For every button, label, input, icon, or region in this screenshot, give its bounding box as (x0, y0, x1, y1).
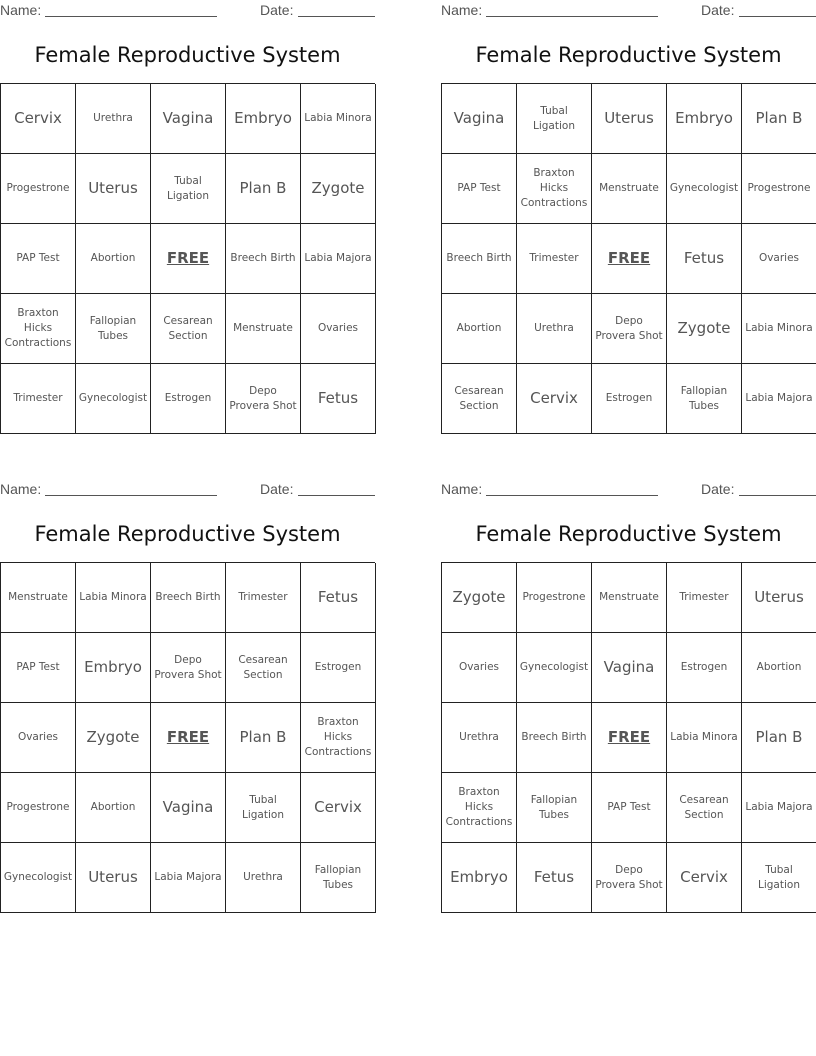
bingo-cell: Cesarean Section (442, 364, 517, 434)
card-header (0, 481, 375, 499)
date-label: Date: (260, 2, 294, 18)
bingo-cell: Zygote (667, 294, 742, 364)
bingo-cell: Urethra (517, 294, 592, 364)
bingo-cell: Gynecologist (1, 843, 76, 913)
bingo-cell: Zygote (442, 563, 517, 633)
bingo-cell: Estrogen (592, 364, 667, 434)
bingo-cell: Depo Provera Shot (592, 843, 667, 913)
bingo-cell: Menstruate (1, 563, 76, 633)
date-line (739, 16, 816, 17)
bingo-cell: Tubal Ligation (742, 843, 816, 913)
bingo-cell: Fetus (301, 563, 376, 633)
bingo-cell: Gynecologist (667, 154, 742, 224)
bingo-cell: Braxton Hicks Contractions (517, 154, 592, 224)
date-label: Date: (701, 481, 735, 497)
free-space-cell: FREE (151, 224, 226, 294)
bingo-cell: Fallopian Tubes (517, 773, 592, 843)
bingo-cell: Breech Birth (517, 703, 592, 773)
bingo-cell: Breech Birth (226, 224, 301, 294)
bingo-cell: Menstruate (226, 294, 301, 364)
name-label: Name: (0, 481, 42, 497)
bingo-cell: Braxton Hicks Contractions (442, 773, 517, 843)
bingo-cell: Fallopian Tubes (76, 294, 151, 364)
card-header (0, 2, 375, 20)
bingo-cell: Labia Majora (301, 224, 376, 294)
bingo-cell: Zygote (301, 154, 376, 224)
bingo-cell: Tubal Ligation (226, 773, 301, 843)
bingo-cell: Labia Minora (301, 84, 376, 154)
bingo-cell: Labia Majora (151, 843, 226, 913)
name-label: Name: (0, 2, 42, 18)
bingo-cell: Plan B (226, 703, 301, 773)
bingo-cell: Embryo (76, 633, 151, 703)
bingo-cell: Embryo (442, 843, 517, 913)
bingo-cell: Labia Minora (742, 294, 816, 364)
bingo-cell: Ovaries (1, 703, 76, 773)
name-label: Name: (441, 481, 483, 497)
date-line (739, 495, 816, 496)
name-label: Name: (441, 2, 483, 18)
bingo-cell: Uterus (76, 843, 151, 913)
bingo-grid (441, 83, 816, 434)
bingo-cell: Progestrone (517, 563, 592, 633)
bingo-cell: Ovaries (301, 294, 376, 364)
bingo-cell: Zygote (76, 703, 151, 773)
bingo-cell: Fallopian Tubes (301, 843, 376, 913)
bingo-cell: Abortion (442, 294, 517, 364)
bingo-cell: Breech Birth (151, 563, 226, 633)
bingo-cell: Menstruate (592, 154, 667, 224)
bingo-cell: Estrogen (301, 633, 376, 703)
bingo-grid (0, 83, 375, 434)
bingo-cell: Vagina (151, 773, 226, 843)
bingo-cell: Trimester (667, 563, 742, 633)
bingo-cell: Abortion (76, 224, 151, 294)
bingo-cell: Estrogen (667, 633, 742, 703)
card-title: Female Reproductive System (475, 43, 782, 67)
bingo-cell: Abortion (76, 773, 151, 843)
name-line (45, 16, 217, 17)
bingo-cell: Labia Minora (667, 703, 742, 773)
bingo-cell: Gynecologist (76, 364, 151, 434)
bingo-cell: Urethra (442, 703, 517, 773)
bingo-cell: PAP Test (592, 773, 667, 843)
bingo-cell: Vagina (592, 633, 667, 703)
bingo-grid (0, 562, 375, 913)
card-header (441, 2, 816, 20)
bingo-cell: Plan B (226, 154, 301, 224)
bingo-cell: PAP Test (1, 224, 76, 294)
card-title: Female Reproductive System (475, 522, 782, 546)
bingo-cell: Plan B (742, 84, 816, 154)
bingo-cell: Cesarean Section (226, 633, 301, 703)
card-title: Female Reproductive System (34, 43, 341, 67)
bingo-cell: Braxton Hicks Contractions (1, 294, 76, 364)
bingo-grid (441, 562, 816, 913)
bingo-cell: Uterus (76, 154, 151, 224)
card-header (441, 481, 816, 499)
card-title: Female Reproductive System (34, 522, 341, 546)
bingo-cell: Depo Provera Shot (226, 364, 301, 434)
bingo-cell: Ovaries (442, 633, 517, 703)
bingo-cell: Vagina (151, 84, 226, 154)
bingo-cell: Labia Majora (742, 364, 816, 434)
bingo-cell: Ovaries (742, 224, 816, 294)
date-line (298, 495, 375, 496)
bingo-cell: Embryo (226, 84, 301, 154)
free-space-cell: FREE (592, 224, 667, 294)
free-space-cell: FREE (592, 703, 667, 773)
bingo-cell: Cesarean Section (667, 773, 742, 843)
bingo-cell: Progestrone (1, 154, 76, 224)
date-label: Date: (701, 2, 735, 18)
bingo-cell: Fetus (517, 843, 592, 913)
bingo-cell: Fallopian Tubes (667, 364, 742, 434)
bingo-cell: Trimester (1, 364, 76, 434)
bingo-cell: PAP Test (1, 633, 76, 703)
bingo-cell: Tubal Ligation (517, 84, 592, 154)
bingo-cell: Gynecologist (517, 633, 592, 703)
date-label: Date: (260, 481, 294, 497)
bingo-cell: Braxton Hicks Contractions (301, 703, 376, 773)
bingo-cell: Trimester (517, 224, 592, 294)
bingo-cell: Cesarean Section (151, 294, 226, 364)
bingo-cell: Labia Majora (742, 773, 816, 843)
bingo-cell: Embryo (667, 84, 742, 154)
bingo-cell: Urethra (226, 843, 301, 913)
bingo-cell: Breech Birth (442, 224, 517, 294)
bingo-cell: Progestrone (742, 154, 816, 224)
name-line (486, 495, 658, 496)
bingo-cell: Vagina (442, 84, 517, 154)
bingo-cell: Urethra (76, 84, 151, 154)
bingo-cell: Depo Provera Shot (151, 633, 226, 703)
bingo-cell: Labia Minora (76, 563, 151, 633)
bingo-cell: Fetus (301, 364, 376, 434)
bingo-cell: Plan B (742, 703, 816, 773)
bingo-cell: Cervix (517, 364, 592, 434)
bingo-cell: Trimester (226, 563, 301, 633)
bingo-cell: Depo Provera Shot (592, 294, 667, 364)
free-space-cell: FREE (151, 703, 226, 773)
date-line (298, 16, 375, 17)
bingo-cell: PAP Test (442, 154, 517, 224)
bingo-cell: Fetus (667, 224, 742, 294)
bingo-cell: Cervix (667, 843, 742, 913)
bingo-cell: Uterus (742, 563, 816, 633)
bingo-cell: Estrogen (151, 364, 226, 434)
bingo-cell: Uterus (592, 84, 667, 154)
bingo-cell: Progestrone (1, 773, 76, 843)
bingo-cell: Cervix (301, 773, 376, 843)
bingo-cell: Abortion (742, 633, 816, 703)
bingo-cell: Tubal Ligation (151, 154, 226, 224)
bingo-cell: Menstruate (592, 563, 667, 633)
bingo-cell: Cervix (1, 84, 76, 154)
name-line (486, 16, 658, 17)
name-line (45, 495, 217, 496)
